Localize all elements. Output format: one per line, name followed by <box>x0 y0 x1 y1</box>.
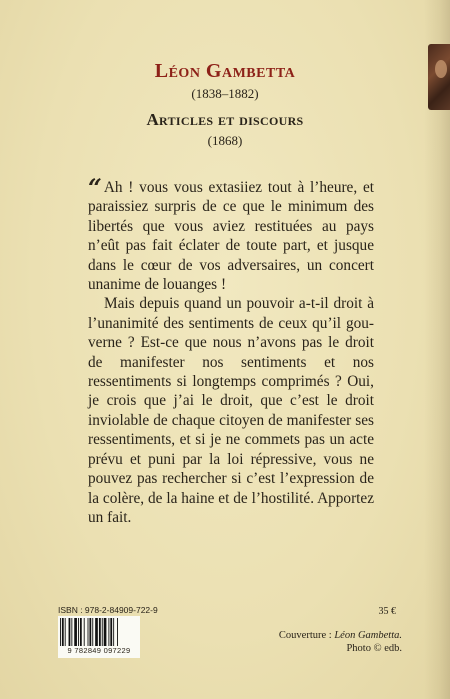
barcode-bars <box>60 618 138 646</box>
quote-paragraph <box>88 173 374 294</box>
author-dates: (1838–1882) <box>191 86 259 101</box>
isbn-label: ISBN : 978-2-84909-722-9 <box>58 605 158 615</box>
barcode-digits: 9 782849 097229 <box>67 646 131 655</box>
quote-block <box>88 173 374 527</box>
barcode <box>58 616 140 658</box>
credit-name: Léon Gambetta. <box>334 630 402 641</box>
credit-photo: Photo © edb. <box>346 643 402 654</box>
work-year: (1868) <box>207 133 243 148</box>
price: 35 € <box>378 606 396 617</box>
author-name: Léon Gambetta <box>154 60 296 82</box>
cover-credit <box>279 629 402 655</box>
quote-paragraph-1: Ah ! vous vous extasiiez tout à l’heure, et paraissiez surpris de ce que le minimum des libertés que vous aviez restituées au pays n’eût pas fait éclater de toute part, et jusque dans le cœur de vos adversaires, un concert unanime de louanges ! <box>88 179 374 294</box>
opening-quote-mark: “ <box>88 173 102 202</box>
work-title: Articles et discours <box>146 110 304 129</box>
credit-label: Couverture : <box>278 630 335 641</box>
quote-paragraph-2: Mais depuis quand un pouvoir a-t-il droit à l’unanimité des sentiments de ceux qu’il gouverne ? Est-ce que nous n’avons pas le droit de manifester nos sentiments et nos ressentiments si longtemps comprimés ? Oui, je crois que j’ai le droit, que c’est le droit inviolable de chaque citoyen de manifester ses ressentiments, et si je ne commets pas un acte prévu et puni par la loi répressive, vous ne pouvez pas rechercher si c’est l’expression de la colère, de la haine et de l’hostilité. Apportez un fait. <box>88 295 374 526</box>
